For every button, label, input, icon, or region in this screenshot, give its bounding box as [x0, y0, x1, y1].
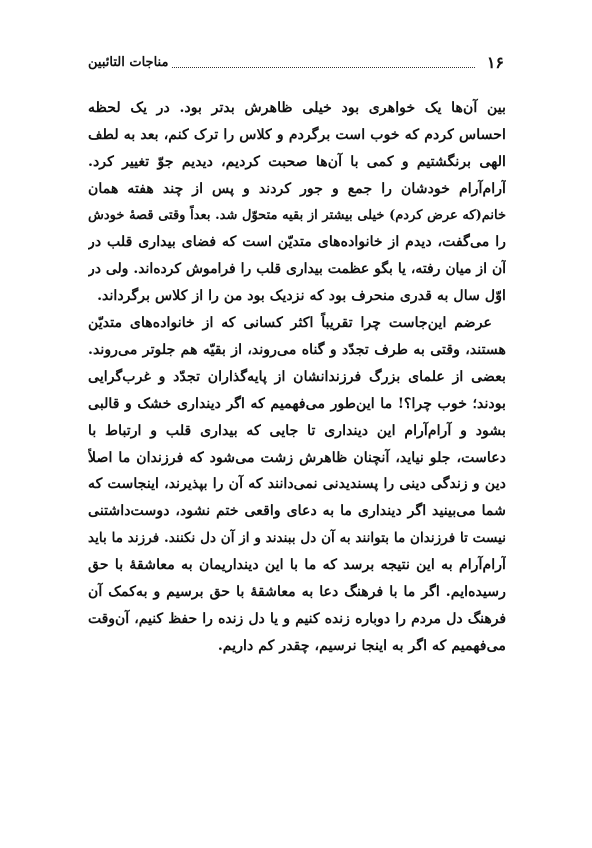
text-line: الهی برنگشتیم و کمی با آن‌ها صحبت کردیم، دیدیم جوّ تغییر کرد. [88, 153, 506, 170]
text-line: بشود و آرام‌آرام این دینداری تا جایی که بیداری قلب و ارتباط با [88, 422, 506, 439]
text-line: آرام‌آرام به این نتیجه برسد که ما با این دینداریمان به معاشقهٔ با حق [88, 557, 506, 574]
text-line: شما می‌بینید اگر دینداری ما به دعای واقعی ختم نشود، دوست‌داشتنی [88, 503, 506, 520]
text-line: فرهنگ دل مردم را دوباره زنده کنیم و یا دل زنده را حفظ کنیم، آن‌وقت [88, 610, 506, 627]
page-header [88, 50, 504, 72]
text-line: نیست تا فرزندان ما بتوانند به آن دل ببندند و از آن دل نکنند. فرزند ما باید [88, 530, 506, 547]
text-line: خانم(که عرض کردم) خیلی بیشتر از بقیه متحوّل شد. بعداً وقتی قصهٔ خودش [88, 207, 506, 223]
page-number: ۱۶ [486, 53, 504, 72]
text-line: بودند؛ خوب چرا؟! ما این‌طور می‌فهمیم که اگر دینداری خشک و قالبی [88, 395, 506, 412]
text-line: احساس کردم که خوب است برگردم و کلاس را ترک کنم، بعد به لطف [88, 126, 506, 143]
header-dotted-leader [172, 61, 474, 68]
text-line: بین آن‌ها یک خواهری بود خیلی ظاهرش بدتر بود. در یک لحظه [88, 100, 506, 116]
text-line: آن از میان رفته، یا بگو عظمت بیداری قلب را فراموش کرده‌اند. ولی در [88, 261, 506, 278]
text-line: رسیده‌ایم. اگر ما با فرهنگ دعا به معاشقهٔ با حق برسیم و به‌کمک آن [88, 584, 506, 601]
text-line: اوّل سال به قدری منحرف بود که نزدیک بود من را از کلاس برگرداند. [97, 288, 506, 305]
text-line: هستند، وقتی به طرف تجدّد و گناه می‌روند، از بقیّه هم جلوتر می‌روند. [88, 342, 506, 359]
text-line: عرضم این‌جاست چرا تقریباً اکثر کسانی که از خانواده‌های متدیّن [88, 315, 492, 332]
paragraph-1 [88, 95, 506, 310]
text-line: دین و زندگی دینی را پسندیدنی نمی‌دانند که آن را بپذیرند، اینجاست که [88, 476, 506, 493]
paragraph-2 [88, 310, 506, 660]
text-line: بعضی از علمای بزرگ فرزندانشان از پایه‌گذاران تجدّد و غرب‌گرایی [88, 368, 506, 385]
text-line: را می‌گفت، دیدم از خانواده‌های متدیّن است که فضای بیداری قلب در [88, 234, 506, 251]
text-line: می‌فهمیم که اگر به اینجا نرسیم، چقدر کم داریم. [217, 637, 506, 654]
running-title: مناجات التائبین [88, 55, 169, 70]
body-text [88, 95, 506, 660]
text-line: آرام‌آرام خودشان را جمع و جور کردند و پس از چند هفته همان [88, 180, 506, 197]
text-line: دعاست، جلو نیاید، آنچنان ظاهرش زشت می‌شود که فرزندان ما اصلاً [88, 449, 506, 466]
